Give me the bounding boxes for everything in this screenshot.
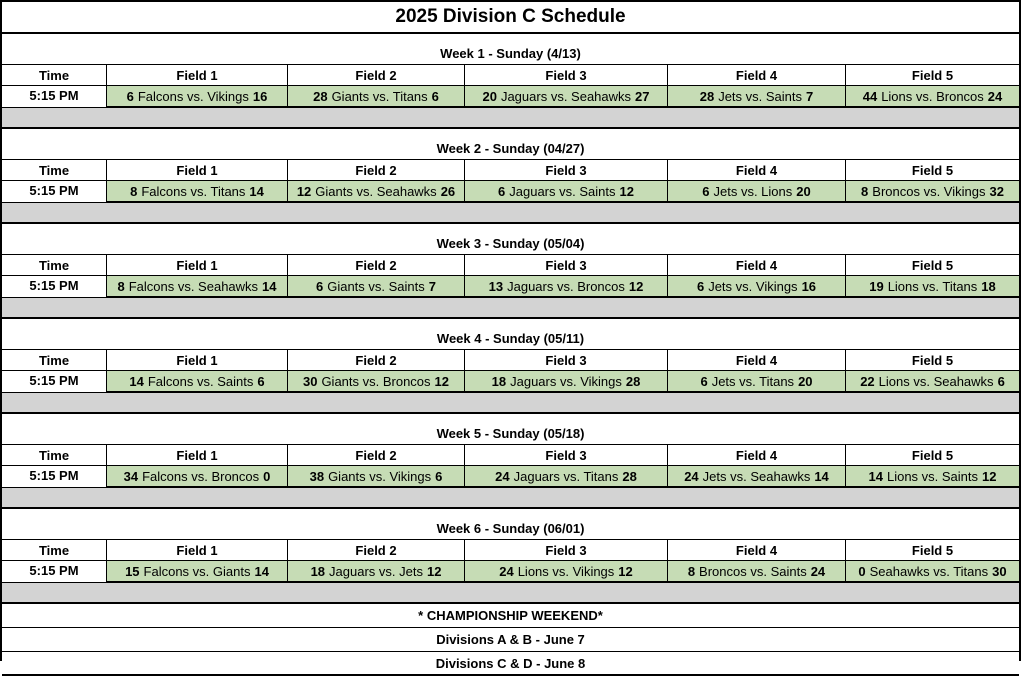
game-row: [2, 86, 1019, 107]
field-column-header: Field 2: [288, 540, 465, 561]
game-result-cell: [288, 276, 465, 297]
away-score: 16: [252, 88, 268, 104]
home-score: 18: [310, 563, 326, 579]
game-result-cell: [465, 276, 668, 297]
field-column-header: Field 3: [465, 350, 668, 371]
matchup-teams: Broncos vs. Vikings: [872, 183, 986, 199]
home-score: 8: [861, 183, 869, 199]
week-separator-band: [2, 487, 1019, 509]
spacer: [2, 414, 1019, 422]
matchup-teams: Jets vs. Titans: [711, 373, 795, 389]
week-separator-band: [2, 202, 1019, 224]
column-header-row: [2, 350, 1019, 371]
matchup-teams: Jets vs. Saints: [718, 88, 803, 104]
game-result-cell: [846, 181, 1019, 202]
week-header: Week 4 - Sunday (05/11): [2, 327, 1019, 350]
matchup-teams: Lions vs. Titans: [887, 278, 978, 294]
away-score: 27: [635, 88, 650, 104]
home-score: 24: [499, 563, 514, 579]
field-column-header: Field 1: [107, 540, 288, 561]
matchup-teams: Falcons vs. Broncos: [142, 468, 260, 484]
game-result-cell: [668, 276, 846, 297]
away-score: 12: [618, 563, 633, 579]
game-result-cell: [288, 466, 465, 487]
column-header-row: [2, 255, 1019, 276]
time-column-header: Time: [2, 540, 107, 561]
field-column-header: Field 4: [668, 255, 846, 276]
spacer: [2, 224, 1019, 232]
game-result-cell: [465, 181, 668, 202]
away-score: 7: [428, 278, 436, 294]
home-score: 14: [129, 373, 144, 389]
away-score: 12: [982, 468, 997, 484]
matchup-teams: Giants vs. Vikings: [328, 468, 432, 484]
game-row: [2, 371, 1019, 392]
time-column-header: Time: [2, 445, 107, 466]
column-header-row: [2, 65, 1019, 86]
home-score: 13: [488, 278, 504, 294]
away-score: 6: [435, 468, 443, 484]
field-column-header: Field 5: [846, 160, 1019, 181]
home-score: 19: [869, 278, 884, 294]
game-result-cell: [107, 276, 288, 297]
home-score: 15: [125, 563, 140, 579]
week-block: [2, 129, 1019, 224]
away-score: 12: [426, 563, 442, 579]
spacer: [2, 509, 1019, 517]
home-score: 0: [858, 563, 866, 579]
championship-weekend: * CHAMPIONSHIP WEEKEND*: [2, 604, 1019, 628]
home-score: 44: [862, 88, 878, 104]
field-column-header: Field 4: [668, 540, 846, 561]
home-score: 8: [687, 563, 696, 579]
field-column-header: Field 3: [465, 65, 668, 86]
time-column-header: Time: [2, 160, 107, 181]
game-result-cell: [668, 371, 846, 392]
home-score: 6: [696, 278, 705, 294]
away-score: 18: [981, 278, 996, 294]
matchup-teams: Jets vs. Lions: [713, 183, 793, 199]
away-score: 20: [798, 373, 813, 389]
matchup-teams: Jaguars vs. Seahawks: [500, 88, 632, 104]
matchup-teams: Seahawks vs. Titans: [869, 563, 989, 579]
away-score: 28: [622, 468, 637, 484]
week-block: [2, 224, 1019, 319]
field-column-header: Field 1: [107, 350, 288, 371]
week-block: [2, 509, 1019, 604]
matchup-teams: Jaguars vs. Saints: [509, 183, 616, 199]
away-score: 12: [619, 183, 634, 199]
week-header: Week 5 - Sunday (05/18): [2, 422, 1019, 445]
home-score: 12: [296, 183, 312, 199]
divisions-cd-date: Divisions C & D - June 8: [2, 652, 1019, 676]
field-column-header: Field 3: [465, 160, 668, 181]
column-header-row: [2, 445, 1019, 466]
game-result-cell: [668, 181, 846, 202]
matchup-teams: Jaguars vs. Broncos: [507, 278, 625, 294]
matchup-teams: Giants vs. Broncos: [321, 373, 431, 389]
home-score: 20: [482, 88, 497, 104]
column-header-row: [2, 540, 1019, 561]
game-result-cell: [846, 371, 1019, 392]
away-score: 24: [810, 563, 826, 579]
game-result-cell: [668, 466, 846, 487]
home-score: 30: [302, 373, 318, 389]
game-result-cell: [465, 86, 668, 107]
weeks-container: [2, 34, 1019, 604]
week-separator-band: [2, 582, 1019, 604]
game-time: 5:15 PM: [2, 181, 107, 202]
game-result-cell: [107, 466, 288, 487]
game-result-cell: [465, 466, 668, 487]
field-column-header: Field 1: [107, 160, 288, 181]
field-column-header: Field 4: [668, 350, 846, 371]
field-column-header: Field 3: [465, 255, 668, 276]
away-score: 28: [625, 373, 641, 389]
away-score: 14: [249, 183, 264, 199]
matchup-teams: Jaguars vs. Jets: [329, 563, 423, 579]
field-column-header: Field 2: [288, 65, 465, 86]
field-column-header: Field 2: [288, 160, 465, 181]
field-column-header: Field 1: [107, 445, 288, 466]
matchup-teams: Jets vs. Seahawks: [702, 468, 811, 484]
game-result-cell: [465, 561, 668, 582]
away-score: 6: [997, 373, 1005, 389]
field-column-header: Field 2: [288, 445, 465, 466]
game-result-cell: [288, 181, 465, 202]
matchup-teams: Jets vs. Vikings: [708, 278, 798, 294]
game-result-cell: [107, 371, 288, 392]
away-score: 12: [434, 373, 450, 389]
matchup-teams: Falcons vs. Vikings: [137, 88, 249, 104]
home-score: 34: [123, 468, 139, 484]
matchup-teams: Lions vs. Vikings: [517, 563, 615, 579]
game-result-cell: [846, 561, 1019, 582]
matchup-teams: Falcons vs. Seahawks: [128, 278, 259, 294]
home-score: 38: [309, 468, 325, 484]
week-separator-band: [2, 107, 1019, 129]
game-row: [2, 466, 1019, 487]
home-score: 24: [684, 468, 699, 484]
game-result-cell: [668, 561, 846, 582]
matchup-teams: Jaguars vs. Titans: [513, 468, 619, 484]
spacer: [2, 319, 1019, 327]
time-column-header: Time: [2, 255, 107, 276]
field-column-header: Field 5: [846, 350, 1019, 371]
game-result-cell: [288, 371, 465, 392]
matchup-teams: Falcons vs. Titans: [141, 183, 246, 199]
away-score: 6: [431, 88, 439, 104]
home-score: 22: [860, 373, 875, 389]
home-score: 14: [868, 468, 883, 484]
field-column-header: Field 4: [668, 160, 846, 181]
game-result-cell: [107, 561, 288, 582]
week-header: Week 2 - Sunday (04/27): [2, 137, 1019, 160]
away-score: 32: [989, 183, 1004, 199]
matchup-teams: Lions vs. Saints: [886, 468, 979, 484]
time-column-header: Time: [2, 350, 107, 371]
divisions-ab-date: Divisions A & B - June 7: [2, 628, 1019, 652]
game-row: [2, 181, 1019, 202]
away-score: 30: [992, 563, 1007, 579]
home-score: 6: [315, 278, 324, 294]
game-result-cell: [846, 466, 1019, 487]
home-score: 8: [130, 183, 138, 199]
game-time: 5:15 PM: [2, 466, 107, 487]
home-score: 24: [495, 468, 510, 484]
game-result-cell: [846, 86, 1019, 107]
matchup-teams: Lions vs. Broncos: [881, 88, 984, 104]
home-score: 6: [126, 88, 134, 104]
game-result-cell: [288, 86, 465, 107]
game-result-cell: [288, 561, 465, 582]
week-block: [2, 34, 1019, 129]
column-header-row: [2, 160, 1019, 181]
game-time: 5:15 PM: [2, 371, 107, 392]
game-result-cell: [107, 181, 288, 202]
away-score: 14: [262, 278, 277, 294]
away-score: 0: [263, 468, 271, 484]
spacer: [2, 129, 1019, 137]
page-title: 2025 Division C Schedule: [2, 0, 1019, 34]
field-column-header: Field 1: [107, 65, 288, 86]
field-column-header: Field 3: [465, 540, 668, 561]
away-score: 20: [796, 183, 811, 199]
matchup-teams: Jaguars vs. Vikings: [510, 373, 622, 389]
field-column-header: Field 3: [465, 445, 668, 466]
field-column-header: Field 1: [107, 255, 288, 276]
home-score: 28: [313, 88, 328, 104]
away-score: 6: [257, 373, 265, 389]
matchup-teams: Giants vs. Saints: [327, 278, 425, 294]
game-result-cell: [107, 86, 288, 107]
game-result-cell: [465, 371, 668, 392]
week-separator-band: [2, 297, 1019, 319]
away-score: 24: [987, 88, 1003, 104]
matchup-teams: Falcons vs. Saints: [147, 373, 254, 389]
week-separator-band: [2, 392, 1019, 414]
away-score: 12: [628, 278, 644, 294]
spacer: [2, 34, 1019, 42]
field-column-header: Field 4: [668, 65, 846, 86]
game-result-cell: [668, 86, 846, 107]
matchup-teams: Giants vs. Seahawks: [315, 183, 437, 199]
game-time: 5:15 PM: [2, 86, 107, 107]
home-score: 6: [700, 373, 708, 389]
field-column-header: Field 5: [846, 445, 1019, 466]
home-score: 18: [491, 373, 507, 389]
game-time: 5:15 PM: [2, 561, 107, 582]
away-score: 14: [814, 468, 829, 484]
game-row: [2, 561, 1019, 582]
home-score: 6: [498, 183, 506, 199]
week-header: Week 1 - Sunday (4/13): [2, 42, 1019, 65]
field-column-header: Field 5: [846, 255, 1019, 276]
matchup-teams: Lions vs. Seahawks: [878, 373, 994, 389]
home-score: 28: [699, 88, 715, 104]
matchup-teams: Falcons vs. Giants: [143, 563, 251, 579]
week-header: Week 6 - Sunday (06/01): [2, 517, 1019, 540]
matchup-teams: Broncos vs. Saints: [699, 563, 807, 579]
game-row: [2, 276, 1019, 297]
game-result-cell: [846, 276, 1019, 297]
field-column-header: Field 2: [288, 255, 465, 276]
field-column-header: Field 5: [846, 540, 1019, 561]
home-score: 8: [117, 278, 125, 294]
week-header: Week 3 - Sunday (05/04): [2, 232, 1019, 255]
week-block: [2, 319, 1019, 414]
matchup-teams: Giants vs. Titans: [331, 88, 428, 104]
field-column-header: Field 2: [288, 350, 465, 371]
away-score: 14: [254, 563, 269, 579]
week-block: [2, 414, 1019, 509]
field-column-header: Field 4: [668, 445, 846, 466]
away-score: 7: [806, 88, 814, 104]
game-time: 5:15 PM: [2, 276, 107, 297]
field-column-header: Field 5: [846, 65, 1019, 86]
away-score: 26: [440, 183, 456, 199]
time-column-header: Time: [2, 65, 107, 86]
home-score: 6: [702, 183, 710, 199]
away-score: 16: [801, 278, 817, 294]
